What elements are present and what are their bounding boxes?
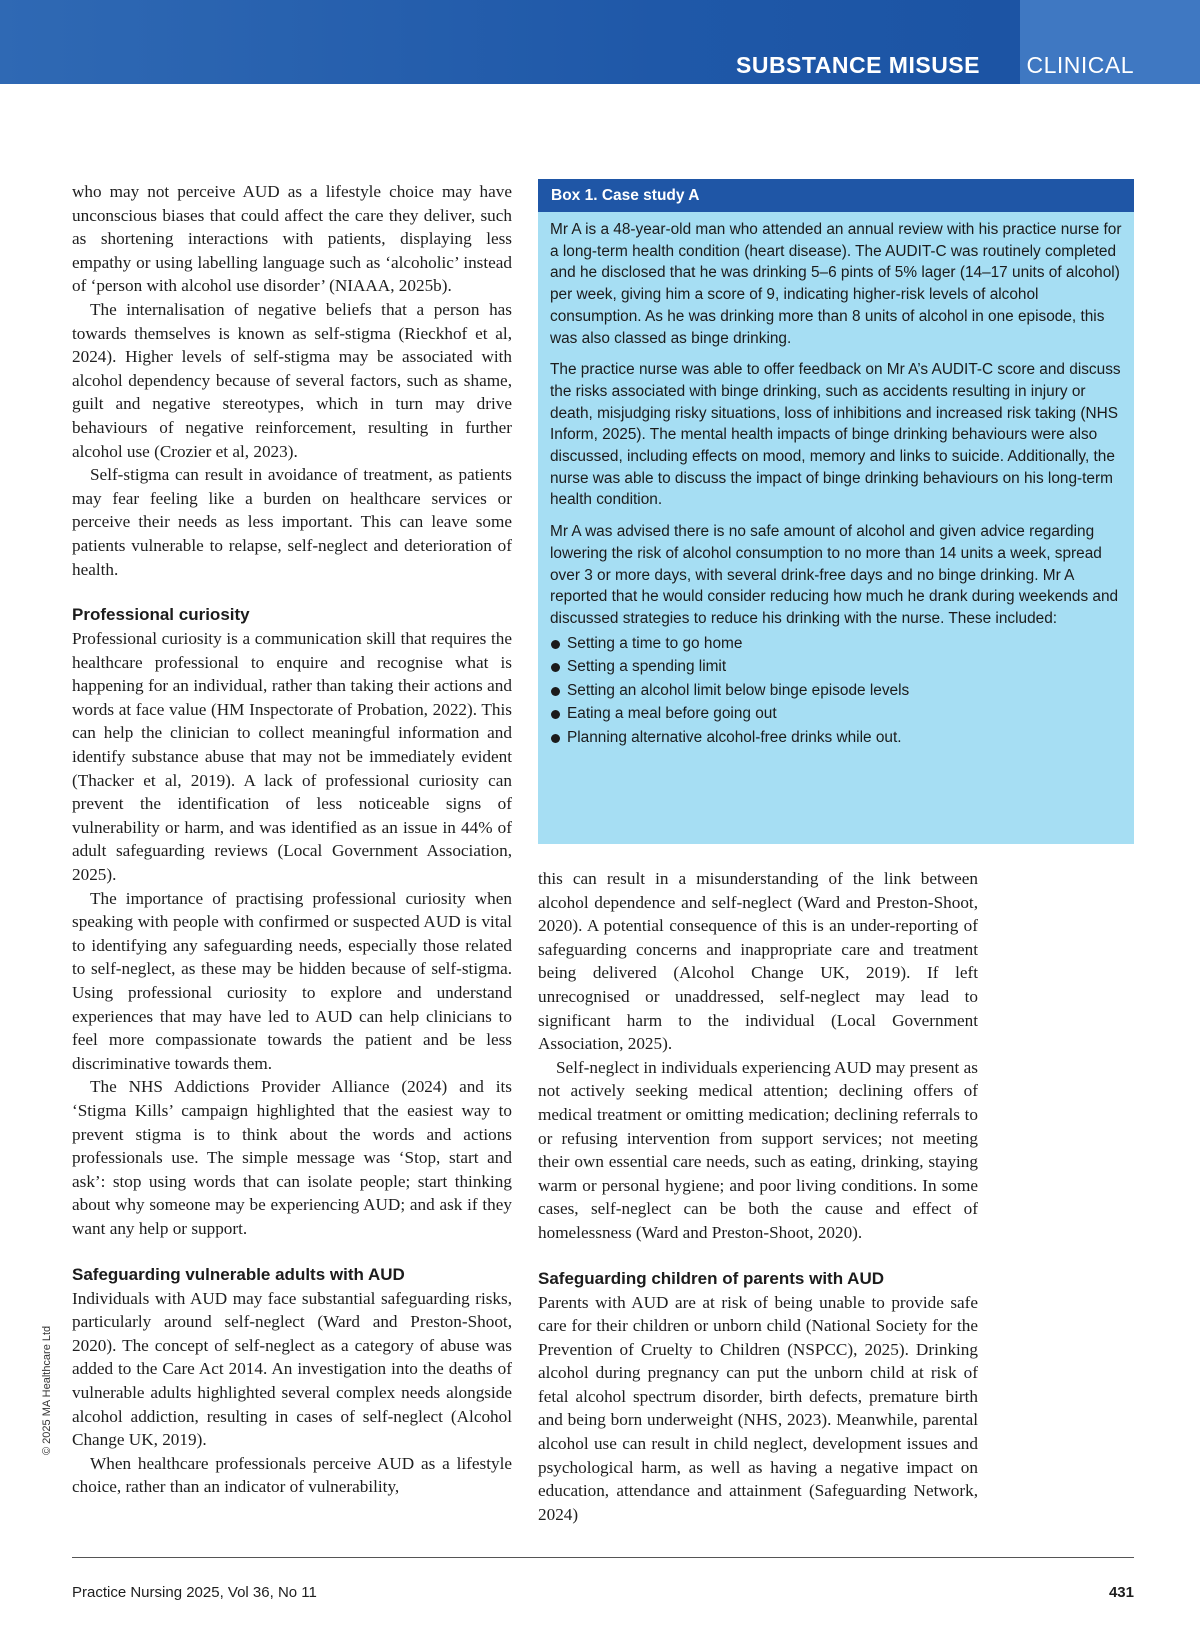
left-column bbox=[72, 180, 512, 1499]
list-item bbox=[550, 702, 1122, 726]
body-paragraph: The importance of practising professional curiosity when speaking with people with confirmed or suspected AUD is vital to identifying any safeguarding needs, especially those related to self-neglect, as these may be hidden because of self-stigma. Using professional curiosity to explore and understand experiences that may have led to AUD can help clinicians to feel more compassionate towards the patient and be less discriminative towards them. bbox=[72, 888, 512, 1073]
list-item bbox=[550, 726, 1122, 750]
section-heading-safeguarding-children: Safeguarding children of parents with AUD bbox=[538, 1268, 885, 1288]
bullet-icon bbox=[551, 663, 560, 672]
bullet-icon bbox=[551, 687, 560, 696]
body-paragraph: Self-stigma can result in avoidance of treatment, as patients may fear feeling like a burden on healthcare services or perceive their needs as less important. This can leave some patients vulnerable to relapse, self-neglect and deterioration of health. bbox=[72, 465, 512, 579]
page-header-band bbox=[0, 0, 1200, 84]
list-item-text: Eating a meal before going out bbox=[567, 705, 777, 723]
box-paragraph: Mr A was advised there is no safe amount of alcohol and given advice regarding lowering the risk of alcohol consumption to no more than 14 units a week, spread over 3 or more days, with several drink-free days and no binge drinking. Mr A reported that he would consider reducing how much he drank during weekends and discussed strategies to reduce his drinking with the nurse. These included: bbox=[550, 523, 1119, 627]
body-paragraph: Self-neglect in individuals experiencing AUD may present as not actively seeking medical attention; declining offers of medical treatment or omitting medication; declining referrals to or refusing intervention from support services; not meeting their own essential care needs, such as eating, drinking, staying warm or personal hygiene; and poor living conditions. In some cases, self-neglect can be both the cause and effect of homelessness (Ward and Preston-Shoot, 2020). bbox=[538, 1057, 978, 1242]
section-heading-safeguarding-adults: Safeguarding vulnerable adults with AUD bbox=[72, 1264, 405, 1284]
footer-journal-citation: Practice Nursing 2025, Vol 36, No 11 bbox=[72, 1584, 317, 1601]
bullet-icon bbox=[551, 640, 560, 649]
list-item-text: Setting a spending limit bbox=[567, 658, 727, 676]
body-paragraph: When healthcare professionals perceive AUD as a lifestyle choice, rather than an indicator of vulnerability, bbox=[72, 1453, 512, 1497]
footer-divider bbox=[72, 1557, 1134, 1558]
list-item bbox=[550, 655, 1122, 679]
body-paragraph: Professional curiosity is a communication skill that requires the healthcare professional to enquire and recognise what is happening for an individual, rather than taking their actions and words at face value (HM Inspectorate of Probation, 2022). This can help the clinician to collect meaningful information and identify substance abuse that may not be immediately evident (Thacker et al, 2019). A lack of professional curiosity can prevent the identification of less noticeable signs of vulnerability or harm, and was identified as an issue in 44% of adult safeguarding reviews (Local Government Association, 2025). bbox=[72, 629, 512, 885]
list-item-text: Planning alternative alcohol-free drinks while out. bbox=[567, 728, 902, 746]
right-column bbox=[538, 867, 978, 1526]
body-paragraph: The NHS Addictions Provider Alliance (2024) and its ‘Stigma Kills’ campaign highlighted that the easiest way to prevent stigma is to think about the words and actions professionals use. The simple message was ‘Stop, start and ask’: stop using words that can isolate people; start thinking about why someone may be experiencing AUD; and ask if they want any help or support. bbox=[72, 1077, 512, 1238]
case-study-box-title: Box 1. Case study A bbox=[538, 179, 1134, 212]
body-paragraph: Parents with AUD are at risk of being unable to provide safe care for their children or unborn child (National Society for the Prevention of Cruelty to Children (NSPCC), 2025). Drinking alcohol during pregnancy can put the unborn child at risk of fetal alcohol spectrum disorder, birth defects, premature birth and being born underweight (NHS, 2023). Meanwhile, parental alcohol use can result in child neglect, development issues and psychological harm, as well as having a negative impact on education, attendance and attainment (Safeguarding Network, 2024) bbox=[538, 1292, 978, 1524]
body-paragraph: Individuals with AUD may face substantial safeguarding risks, particularly around self-neglect (Ward and Preston-Shoot, 2020). The concept of self-neglect as a category of abuse was added to the Care Act 2014. An investigation into the deaths of vulnerable adults highlighted several complex needs alongside alcohol addiction, resulting in cases of self-neglect (Alcohol Change UK, 2019). bbox=[72, 1288, 512, 1450]
box-paragraph: Mr A is a 48-year-old man who attended an annual review with his practice nurse for a long-term health condition (heart disease). The AUDIT-C was routinely completed and he disclosed that he was drinking 5–6 pints of 5% lager (14–17 units of alcohol) per week, giving him a score of 9, indicating higher-risk levels of alcohol consumption. As he was drinking more than 8 units of alcohol in one episode, this was also classed as binge drinking. bbox=[550, 221, 1122, 347]
header-section-title: SUBSTANCE MISUSE bbox=[736, 52, 980, 78]
list-item-text: Setting a time to go home bbox=[567, 634, 743, 652]
header-category-label: CLINICAL bbox=[1026, 52, 1134, 78]
page-number: 431 bbox=[1108, 1584, 1134, 1601]
body-paragraph: this can result in a misunderstanding of the link between alcohol dependence and self-neglect (Ward and Preston-Shoot, 2020). A potential consequence of this is an under-reporting of safeguarding concerns and inappropriate care and treatment being delivered (Alcohol Change UK, 2019). If left unrecognised or unaddressed, self-neglect may lead to significant harm to the individual (Local Government Association, 2025). bbox=[538, 869, 978, 1054]
strategies-list bbox=[550, 632, 1122, 750]
body-paragraph: The internalisation of negative beliefs that a person has towards themselves is known as self-stigma (Rieckhof et al, 2024). Higher levels of self-stigma may be associated with alcohol dependency because of several factors, such as shame, guilt and negative stereotypes, which in turn may drive behaviours of negative reinforcement, resulting in further alcohol use (Crozier et al, 2023). bbox=[72, 299, 512, 461]
bullet-icon bbox=[551, 734, 560, 743]
list-item bbox=[550, 632, 1122, 656]
case-study-box-body bbox=[538, 212, 1134, 749]
body-paragraph: who may not perceive AUD as a lifestyle choice may have unconscious biases that could affect the care they deliver, such as shortening interactions with patients, displaying less empathy or using labelling language such as ‘alcoholic’ instead of ‘person with alcohol use disorder’ (NIAAA, 2025b). bbox=[72, 182, 512, 296]
copyright-notice: © 2025 MA Healthcare Ltd bbox=[41, 1325, 53, 1455]
list-item-text: Setting an alcohol limit below binge episode levels bbox=[567, 681, 910, 699]
case-study-box bbox=[538, 179, 1134, 844]
box-paragraph: The practice nurse was able to offer feedback on Mr A’s AUDIT-C score and discuss the risks associated with binge drinking, such as accidents resulting in injury or death, misjudging risky situations, loss of inhibitions and increased risk taking (NHS Inform, 2025). The mental health impacts of binge drinking behaviours were also discussed, including effects on mood, memory and links to suicide. Additionally, the nurse was able to discuss the impact of binge drinking behaviours on his long-term health condition. bbox=[550, 361, 1121, 509]
bullet-icon bbox=[551, 710, 560, 719]
list-item bbox=[550, 679, 1122, 703]
section-heading-professional-curiosity: Professional curiosity bbox=[72, 605, 250, 625]
